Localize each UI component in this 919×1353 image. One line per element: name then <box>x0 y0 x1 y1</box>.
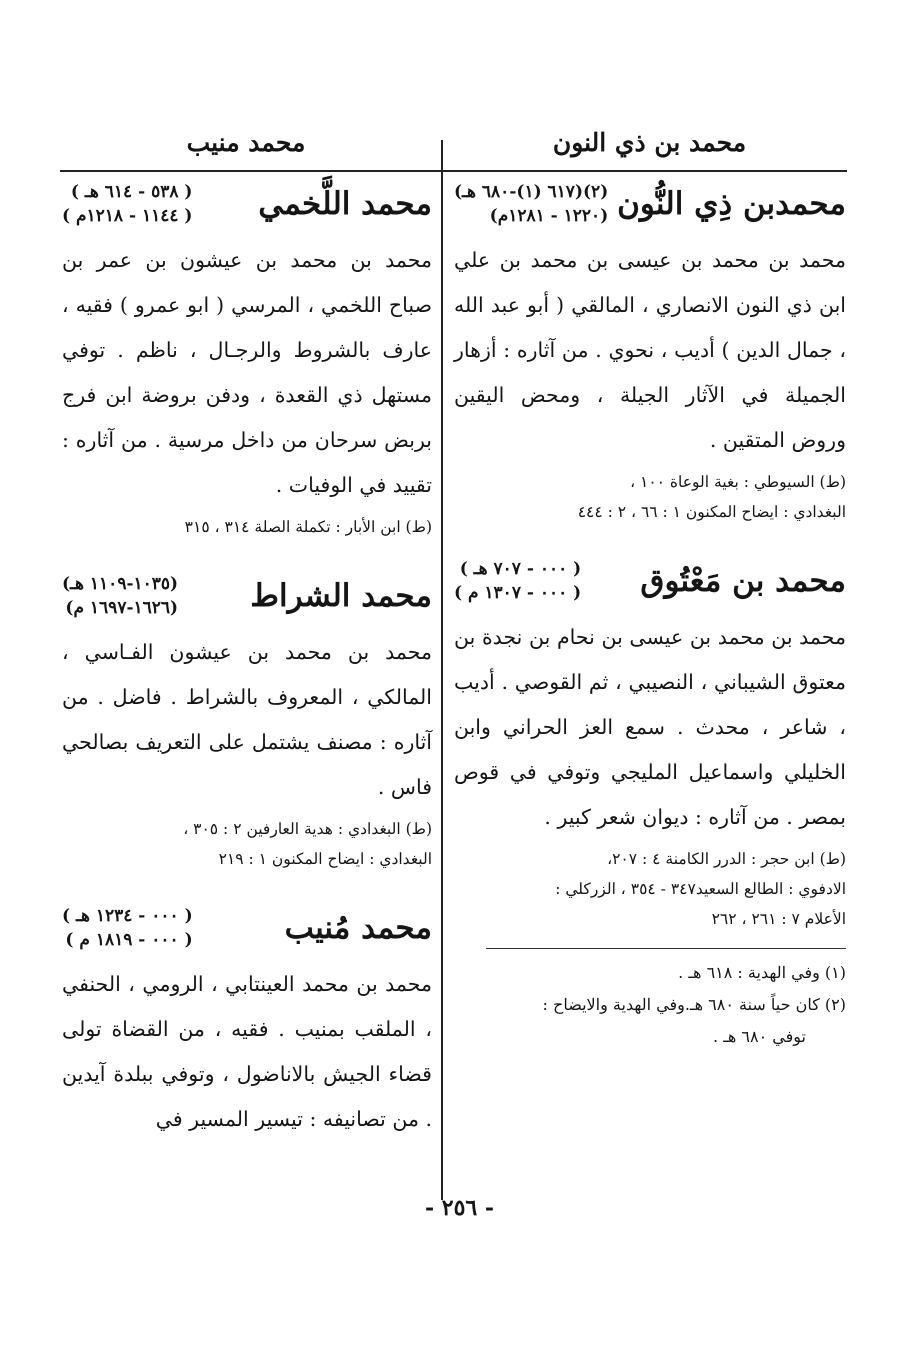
reference-line: (ط) ابن الأبار : تكملة الصلة ٣١٤ ، ٣١٥ <box>184 518 432 536</box>
entry-body: محمد بن محمد بن عيسى بن نحام بن نجدة بن معتوق الشيباني ، النصيبي ، ثم القوصي . أديب ، شاعر ، محدث . سمع العز الحراني وابن الخليلي واسماعيل المليجي وتوفي في قوص بمصر . من آثاره : ديوان شعر كبير . <box>454 625 846 829</box>
left-column <box>62 180 432 1172</box>
footnote-2: (٢) كان حياً سنة ٦٨٠ هـ.وفي الهدية والايضاح : <box>542 995 846 1014</box>
entry-munib <box>62 904 432 1142</box>
reference-line: (ط) البغدادي : هدية العارفين ٢ : ٣٠٥ ، <box>183 820 432 838</box>
entry-heading <box>62 572 432 620</box>
entry-dates <box>62 180 192 228</box>
entry-body: محمد بن محمد العينتابي ، الرومي ، الحنفي ، الملقب بمنيب . فقيه ، من القضاة تولى قضاء الجيش بالاناضول ، وتوفي ببلدة آيدين . من تصانيفه : تيسير المسير في <box>62 972 432 1131</box>
entry-dates <box>454 557 581 605</box>
hijri-dates: ( ٥٣٨ - ٦١٤ هـ ) <box>70 182 193 202</box>
entry-al-sharrat <box>62 572 432 874</box>
running-header-left: محمد منيب <box>186 128 306 157</box>
entry-heading <box>454 557 846 605</box>
entry-references <box>454 467 846 527</box>
entry-name: محمدبن ذِي النُّون <box>617 186 846 222</box>
entry-dates <box>62 904 193 952</box>
gregorian-dates: (١٢٢٠ - ١٢٨١م) <box>489 206 609 226</box>
footnote-rule <box>486 948 846 949</box>
hijri-dates: (١٠٣٥-١١٠٩ هـ) <box>62 574 179 594</box>
entry-name: محمد مُنيب <box>284 910 432 946</box>
right-column <box>454 180 846 1053</box>
reference-line: الادفوي : الطالع السعيد٣٤٧ - ٣٥٤ ، الزركلي : <box>555 880 846 898</box>
entry-name: محمد اللَّخمي <box>258 186 432 222</box>
running-header-right: محمد بن ذي النون <box>552 128 747 157</box>
reference-line: (ط) السيوطي : بغية الوعاة ١٠٠ ، <box>630 473 846 491</box>
gregorian-dates: ( ٠٠٠ - ١٣٠٧ م ) <box>454 583 582 603</box>
page-number: - ٢٥٦ - <box>424 1195 495 1221</box>
entry-references <box>62 512 432 542</box>
footnote-1: (١) وفي الهدية : ٦١٨ هـ . <box>678 963 846 982</box>
hijri-dates: ( ٠٠٠ - ٧٠٧ هـ ) <box>459 559 582 579</box>
entry-ibn-dhi-al-nun <box>454 180 846 527</box>
hijri-dates: ( ٠٠٠ - ١٢٣٤ هـ ) <box>62 906 193 926</box>
entry-heading <box>62 904 432 952</box>
entry-dates <box>454 180 608 228</box>
entry-name: محمد الشراط <box>250 578 432 614</box>
reference-line: البغدادي : ايضاح المكنون ١ : ٦٦ ، ٢ : ٤٤٤ <box>577 503 846 521</box>
entry-body: محمد بن محمد بن عيسى بن محمد بن علي ابن ذي النون الانصاري ، المالقي ( أبو عبد الله ، جمال الدين ) أديب ، نحوي . من آثاره : أزهار الجميلة في الآثار الجيلة ، ومحض اليقين وروض المتقين . <box>454 248 846 452</box>
footnotes <box>454 957 846 1053</box>
header-rule <box>60 170 847 172</box>
footnote-2-continued: توفي ٦٨٠ هـ . <box>713 1027 806 1046</box>
gregorian-dates: ( ١١٤٤ - ١٢١٨م ) <box>62 206 193 226</box>
entry-body: محمد بن محمد بن عيشون بن عمر بن صباح اللخمي ، المرسي ( ابو عمرو ) فقيه ، عارف بالشروط والرجـال ، ناظم . توفي مستهل ذي القعدة ، ودفن بروضة ابن فرج بربض سرحان من داخل مرسية . من آثاره : تقييد في الوفيات . <box>62 248 432 497</box>
entry-references <box>454 844 846 934</box>
entry-dates <box>62 572 178 620</box>
gregorian-dates: ( ٠٠٠ - ١٨١٩ م ) <box>65 930 193 950</box>
column-divider <box>441 140 443 1200</box>
hijri-dates: (٦١٧ (١)-٦٨٠ هـ)(٢) <box>454 182 609 202</box>
entry-body: محمد بن محمد بن عيشون الفـاسي ، المالكي ، المعروف بالشراط . فاضل . من آثاره : مصنف يشتمل على التعريف بصالحي فاس . <box>62 640 432 799</box>
entry-name: محمد بن مَعْتُوق <box>640 563 846 599</box>
gregorian-dates: (١٦٢٦-١٦٩٧ م) <box>65 598 179 618</box>
reference-line: الأعلام ٧ : ٢٦١ ، ٢٦٢ <box>711 910 846 928</box>
entry-heading <box>454 180 846 228</box>
reference-line: (ط) ابن حجر : الدرر الكامنة ٤ : ٢٠٧، <box>607 850 846 868</box>
entry-al-lakhmi <box>62 180 432 542</box>
entry-references <box>62 814 432 874</box>
entry-heading <box>62 180 432 228</box>
reference-line: البغدادي : ايضاح المكنون ١ : ٢١٩ <box>218 850 432 868</box>
entry-ibn-matuq <box>454 557 846 934</box>
